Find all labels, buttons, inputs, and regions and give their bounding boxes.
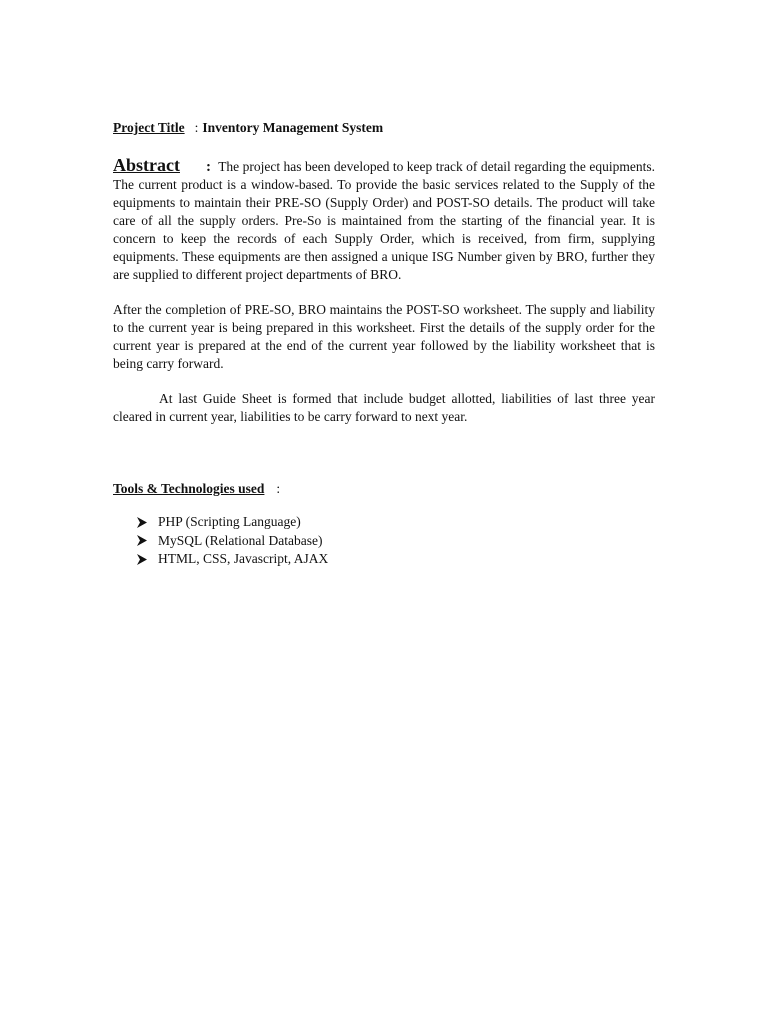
arrowhead-bullet-icon [137,535,158,546]
tools-heading: Tools & Technologies used [113,481,265,496]
tool-item-text: HTML, CSS, Javascript, AJAX [158,551,329,566]
tools-heading-line [113,479,655,499]
abstract-separator: : [205,159,211,175]
arrowhead-bullet-icon [137,554,158,565]
abstract-paragraph [113,156,655,284]
post-so-paragraph: After the completion of PRE-SO, BRO maintains the POST-SO worksheet. The supply and liability to the current year is being prepared in this worksheet. First the details of the supply order for the current year is prepared at the end of the current year followed by the liability worksheet that is being carry forward. [113,302,655,371]
project-title-separator: : [194,120,199,135]
project-title-line [113,118,655,138]
abstract-text: The project has been developed to keep track of detail regarding the equipments. The current product is a window-based. To provide the basic services related to the Supply of the equipments to maintain their PRE-SO (Supply Order) and POST-SO details. The product will take care of all the supply orders. Pre-So is maintained from the starting of the financial year. It is concern to keep the records of each Supply Order, which is received, from firm, supplying equipments. These equipments are then assigned a unique ISG Number given by BRO, further they are supplied to different project departments of BRO. [113,159,655,282]
tools-list [113,513,655,569]
list-item [137,550,655,569]
document-page [113,118,655,569]
guide-sheet-paragraph: At last Guide Sheet is formed that include budget allotted, liabilities of last three year cleared in current year, liabilities to be carry forward to next year. [113,391,655,424]
list-item [137,532,655,551]
list-item [137,513,655,532]
tool-item-text: MySQL (Relational Database) [158,532,323,548]
project-title-label: Project Title [113,120,185,135]
arrowhead-bullet-icon [137,517,158,528]
project-title-value: Inventory Management System [202,120,384,135]
tools-separator: : [276,481,281,496]
abstract-heading: Abstract [113,155,180,175]
tool-item-text: PHP (Scripting Language) [158,514,301,529]
